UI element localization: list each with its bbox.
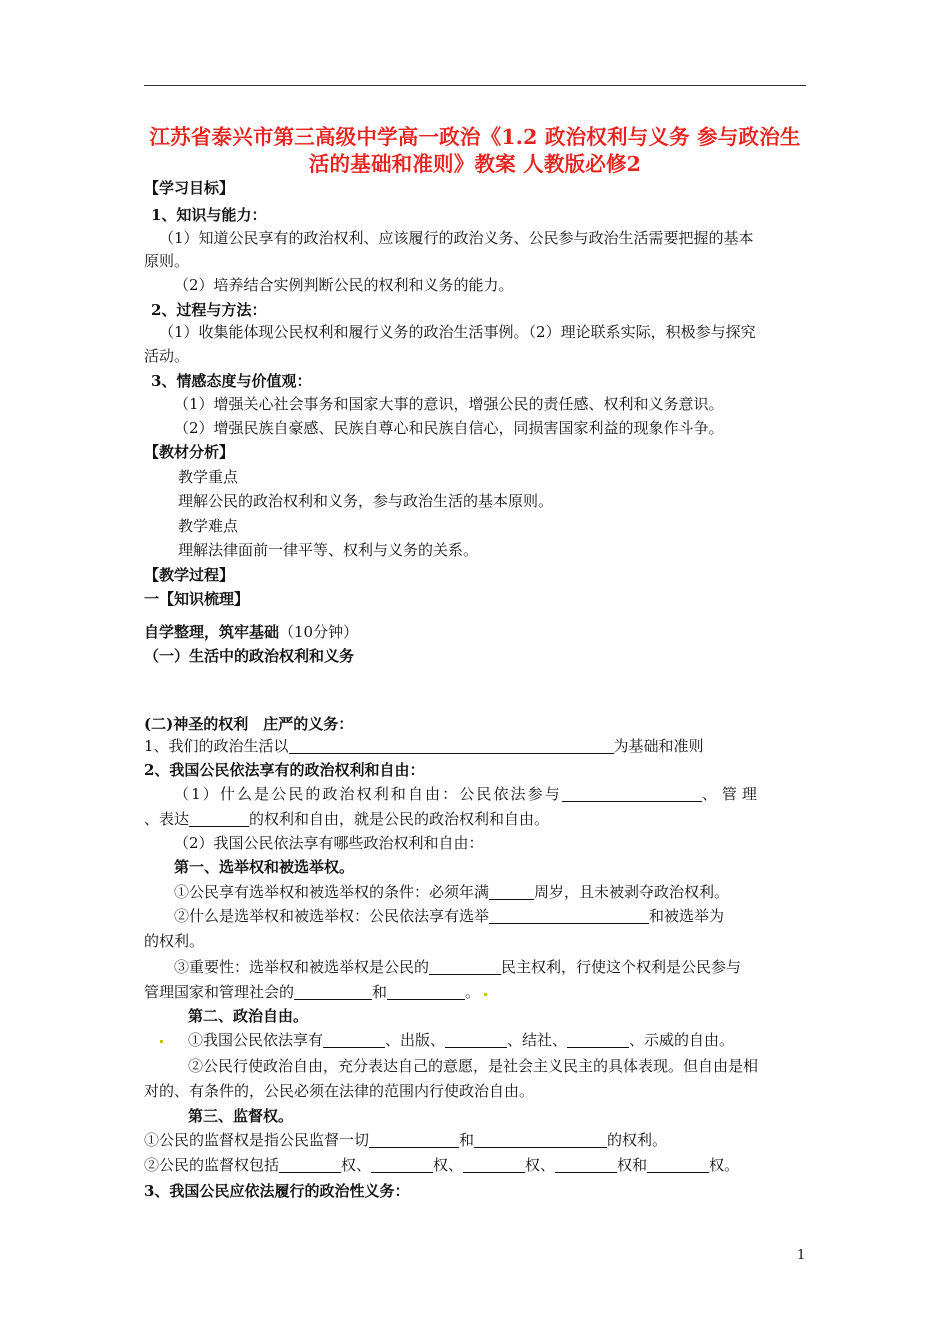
blank[interactable] xyxy=(647,1157,709,1173)
blank[interactable] xyxy=(474,1132,607,1148)
section-2-heading: (二)神圣的权利 庄严的义务： xyxy=(144,715,354,733)
first-item-3b: 管理国家和管理社会的 和 。 xyxy=(144,983,481,1001)
objective-3-item-1: （1）增强关心社会事务和国家大事的意识，增强公民的责任感、权利和义务意识。 xyxy=(174,395,724,413)
blank[interactable] xyxy=(489,884,534,900)
blank[interactable] xyxy=(294,984,372,1000)
blank[interactable] xyxy=(371,1157,433,1173)
blank[interactable] xyxy=(369,1132,459,1148)
blank[interactable] xyxy=(387,984,465,1000)
blank[interactable] xyxy=(289,738,614,754)
blank[interactable] xyxy=(445,1032,507,1048)
question-3-heading: 3、我国公民应依法履行的政治性义务： xyxy=(144,1182,410,1200)
analysis-header: 【教材分析】 xyxy=(144,443,235,461)
focus-label: 教学重点 xyxy=(178,468,239,486)
second-item-1: ①我国公民依法享有 、出版、 、结社、 、示威的自由。 xyxy=(188,1031,735,1049)
objectives-header: 【学习目标】 xyxy=(144,179,235,197)
difficulty-text: 理解法律面前一律平等、权利与义务的关系。 xyxy=(178,541,479,559)
blank[interactable] xyxy=(567,1032,629,1048)
blank[interactable] xyxy=(279,1157,341,1173)
second-item-2b: 对的、有条件的，公民必须在法律的范围内行使政治自由。 xyxy=(144,1082,535,1100)
blank[interactable] xyxy=(489,908,649,924)
question-2-heading: 2、我国公民依法享有的政治权利和自由： xyxy=(144,761,425,779)
question-2-1-line-b: 、表达 的权利和自由，就是公民的政治权利和自由。 xyxy=(144,810,550,828)
question-1: 1、我们的政治生活以 为基础和准则 xyxy=(144,737,704,755)
objective-1-heading: 1、知识与能力： xyxy=(151,206,267,224)
objective-2-heading: 2、过程与方法： xyxy=(151,301,267,319)
question-2-2: （2）我国公民依法享有哪些政治权利和自由： xyxy=(174,834,484,852)
header-rule xyxy=(144,85,806,86)
blank[interactable] xyxy=(463,1157,525,1173)
page-number: 1 xyxy=(797,1248,806,1263)
blank[interactable] xyxy=(555,1157,617,1173)
blank[interactable] xyxy=(189,811,249,827)
third-item-2: ②公民的监督权包括 权、 权、 权、 权和 权。 xyxy=(144,1156,740,1174)
first-item-1: ①公民享有选举权和被选举权的条件：必须年满 周岁，且未被剥夺政治权利。 xyxy=(174,883,730,901)
document-title: 江苏省泰兴市第三高级中学高一政治《1.2 政治权利与义务 参与政治生活的基础和准则》教案 人教版必修2 xyxy=(149,125,801,176)
second-item-2a: ②公民行使政治自由，充分表达自己的意愿，是社会主义民主的具体表现。但自由是相 xyxy=(188,1057,759,1075)
blank[interactable] xyxy=(429,959,501,975)
self-study-title: 自学整理，筑牢基础 xyxy=(144,623,280,641)
stray-mark xyxy=(160,1040,163,1043)
difficulty-label: 教学难点 xyxy=(178,517,239,535)
self-study-time: （10分钟） xyxy=(279,623,359,641)
objective-2-item-a: （1）收集能体现公民权利和履行义务的政治生活事例。（2）理论联系实际，积极参与探究 xyxy=(159,323,756,341)
objective-3-heading: 3、情感态度与价值观： xyxy=(151,372,312,390)
focus-text: 理解公民的政治权利和义务，参与政治生活的基本原则。 xyxy=(178,492,554,510)
first-item-2: ②什么是选举权和被选举权：公民依法享有选举 和被选举为 xyxy=(174,907,725,925)
process-header: 【教学过程】 xyxy=(144,566,235,584)
objective-1-item-1b: 原则。 xyxy=(144,252,190,270)
first-item-3: ③重要性：选举权和被选举权是公民的 民主权利，行使这个权利是公民参与 xyxy=(174,958,742,976)
blank[interactable] xyxy=(562,786,702,802)
stray-mark xyxy=(484,993,487,996)
objective-2-item-b: 活动。 xyxy=(144,347,190,365)
section-1-heading: （一）生活中的政治权利和义务 xyxy=(144,647,355,665)
part-1-heading: 一【知识梳理】 xyxy=(144,590,250,608)
question-2-1-line-a: （1）什么是公民的政治权利和自由：公民依法参与 、管理 xyxy=(174,785,762,803)
second-heading: 第二、政治自由。 xyxy=(188,1007,309,1025)
third-item-1: ①公民的监督权是指公民监督一切 和 的权利。 xyxy=(144,1131,668,1149)
objective-1-item-1a: （1）知道公民享有的政治权利、应该履行的政治义务、公民参与政治生活需要把握的基本 xyxy=(159,229,754,247)
third-heading: 第三、监督权。 xyxy=(188,1107,294,1125)
objective-1-item-2: （2）培养结合实例判断公民的权利和义务的能力。 xyxy=(174,276,514,294)
first-heading: 第一、选举权和被选举权。 xyxy=(174,858,355,876)
first-item-2b: 的权利。 xyxy=(144,932,205,950)
objective-3-item-2: （2）增强民族自豪感、民族自尊心和民族自信心，同损害国家利益的现象作斗争。 xyxy=(174,419,724,437)
blank[interactable] xyxy=(323,1032,385,1048)
self-study-line xyxy=(144,622,358,642)
